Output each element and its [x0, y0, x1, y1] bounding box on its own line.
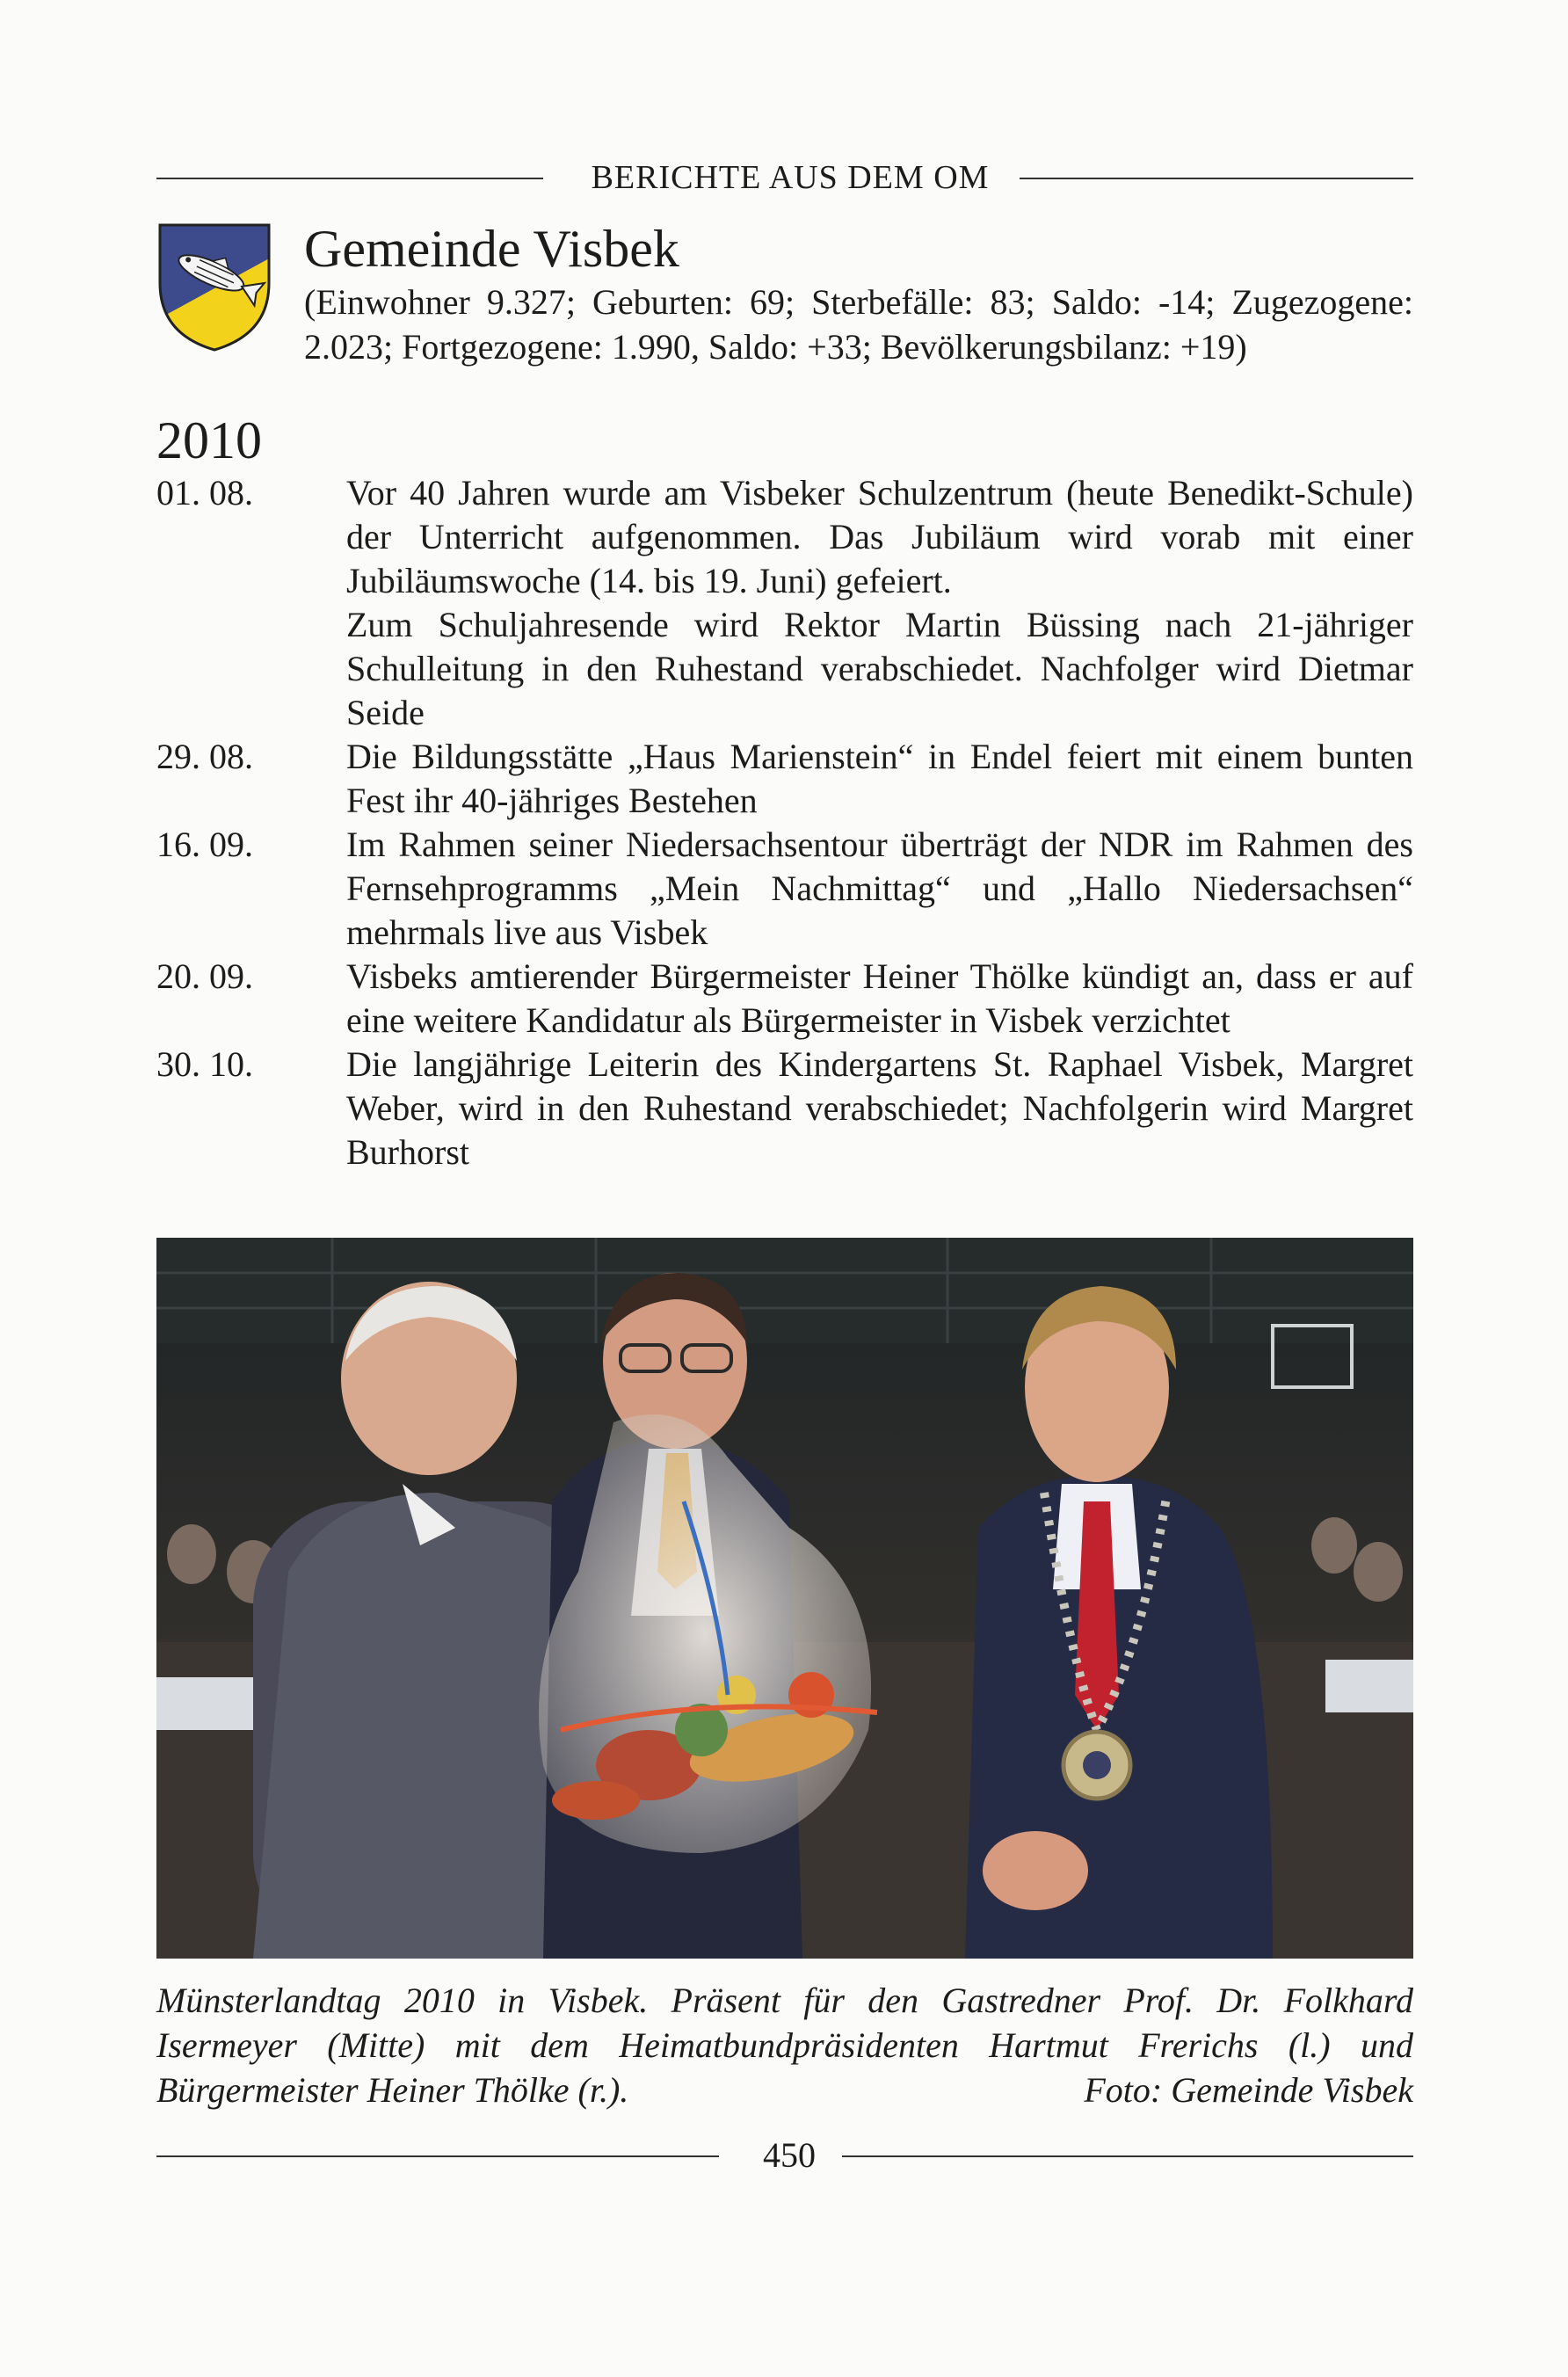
header-rule-left — [156, 178, 543, 179]
chronicle-entry — [156, 955, 1413, 1043]
entry-paragraph: Visbeks amtierender Bürgermeister Heiner Thölke kündigt an, dass er auf eine weitere Kandidatur als Bürgermeister in Visbek verzichtet — [346, 956, 1413, 1040]
entry-text — [346, 823, 1413, 955]
entry-date: 16. 09. — [156, 825, 253, 864]
chronicle-entry — [156, 1043, 1413, 1174]
entry-paragraph: Die langjährige Leiterin des Kindergartens St. Raphael Visbek, Margret Weber, wird in den Ruhestand verabschiedet; Nachfolgerin wird Margret Burhorst — [346, 1044, 1413, 1172]
page-number: 450 — [763, 2135, 816, 2175]
chronicle-entry — [156, 471, 1413, 735]
chronicle-entry — [156, 823, 1413, 955]
year-heading: 2010 — [156, 411, 262, 469]
photo-caption — [156, 1978, 1413, 2112]
event-photo — [156, 1238, 1413, 1959]
chronicle-entry — [156, 735, 1413, 823]
entry-paragraph: Die Bildungsstätte „Haus Marienstein“ in Endel feiert mit einem bunten Fest ihr 40-jähriges Bestehen — [346, 737, 1413, 820]
footer-rule-left — [156, 2155, 719, 2157]
entry-date: 29. 08. — [156, 737, 253, 776]
population-stats: (Einwohner 9.327; Geburten: 69; Sterbefälle: 83; Saldo: -14; Zugezogene: 2.023; Fortgezogene: 1.990, Saldo: +33; Bevölkerungsbilanz: +19) — [304, 282, 1413, 367]
running-header — [156, 159, 1413, 196]
entry-text — [346, 955, 1413, 1043]
caption-text: Münsterlandtag 2010 in Visbek. Präsent für den Gastredner Prof. Dr. Folkhard Isermeyer (Mitte) mit dem Heimatbundpräsidenten Hartmut Frerichs (l.) und Bürgermeister Heiner Thölke (r.). — [156, 1981, 1413, 2110]
chronicle-entries — [156, 471, 1413, 1174]
municipality-title: Gemeinde Visbek — [304, 220, 679, 278]
page-footer — [156, 2135, 1413, 2175]
header-rule-right — [1020, 178, 1413, 179]
entry-text — [346, 1043, 1413, 1174]
entry-date: 01. 08. — [156, 473, 253, 512]
entry-paragraph: Im Rahmen seiner Niedersachsentour überträgt der NDR im Rahmen des Fernsehprogramms „Mein Nachmittag“ und „Hallo Niedersachsen“ mehrmals live aus Visbek — [346, 825, 1413, 952]
entry-date: 30. 10. — [156, 1044, 253, 1084]
entry-paragraph: Vor 40 Jahren wurde am Visbeker Schulzentrum (heute Benedikt-Schule) der Unterricht aufgenommen. Das Jubiläum wird vorab mit einer Jubiläumswoche (14. bis 19. Juni) gefeiert. — [346, 473, 1413, 600]
section-title: BERICHTE AUS DEM OM — [591, 159, 990, 196]
entry-text — [346, 735, 1413, 823]
footer-rule-right — [842, 2155, 1413, 2157]
entry-paragraph: Zum Schuljahresende wird Rektor Martin Büssing nach 21-jähriger Schulleitung in den Ruhestand verabschiedet. Nachfolger wird Dietmar Seide — [346, 605, 1413, 732]
entry-date: 20. 09. — [156, 956, 253, 996]
photo-credit: Foto: Gemeinde Visbek — [1084, 2070, 1413, 2110]
coat-of-arms-fish-icon — [156, 222, 272, 353]
entry-text — [346, 471, 1413, 735]
